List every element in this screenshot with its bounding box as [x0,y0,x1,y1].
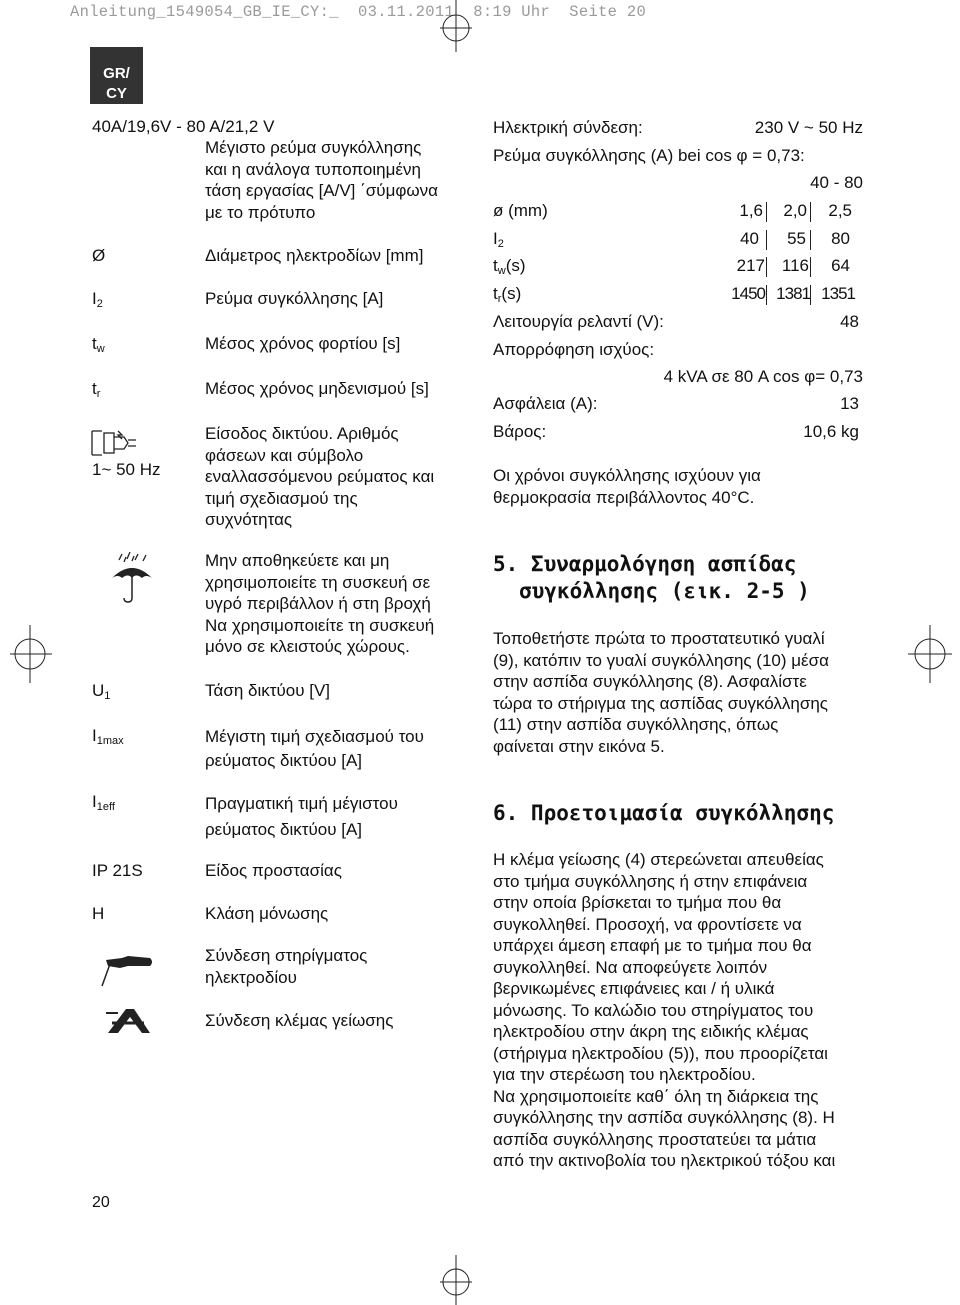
symbol-i2: $I_2$ [92,289,103,310]
section-5-title: 5. Συναρμολόγηση ασπίδας συγκόλλησης (εικ. 2-5 ) [493,552,810,603]
rating-range: 40A/19,6V - 80 A/21,2 V [92,117,275,136]
symbol-h: H [92,904,105,923]
spec-table-row-i2: $I_2$ 40 55 80 [493,229,850,250]
desc-mains: Είσοδος δικτύου. Αριθμός φάσεων και σύμβολο εναλλασσόμενου ρεύματος και τιμή σχεδιασμού της συχνότητας [205,424,435,529]
print-header: Anleitung_1549054_GB_IE_CY:_ 03.11.2011 8:19 Uhr Seite 20 [70,3,647,21]
spec-table-row-tr: $t_r(s)$ 1450 1381 1351 [493,284,855,305]
symbol-i1eff: $I_{1eff}$ [92,792,115,813]
ground-clamp-icon [104,1003,154,1037]
temperature-note: Οι χρόνοι συγκόλλησης ισχύουν για θερμοκρασία περιβάλλοντος 40°C. [493,466,761,507]
spec-idle: Λειτουργία ρελαντί (V): 48 [493,312,859,331]
spec-power-label: Απορρόφηση ισχύος: [493,340,655,359]
spec-table-row-tw: $t_w(s)$ 217 116 64 [493,256,850,277]
symbol-mains: 1~ 50 Hz [92,460,161,479]
desc-clamp: Σύνδεση κλέμας γείωσης [205,1011,394,1030]
desc-h: Κλάση μόνωσης [205,904,329,923]
spec-fuse: Ασφάλεια (A): 13 [493,394,859,413]
desc-rain: Μην αποθηκεύετε και μη χρησιμοποιείτε τη συσκευή σε υγρό περιβάλλον ή στη βροχή Να χρησιμοποιείτε τη συσκευή μόνο σε κλειστούς χώρους. [205,551,435,656]
symbol-i1max: $I_{1max}$ [92,726,124,747]
desc-i1eff: Πραγματική τιμή μέγιστου ρεύματος δικτύου [A] [205,794,398,839]
desc-u1: Τάση δικτύου [V] [205,681,331,700]
section-6-title: 6. Προετοιμασία συγκόλλησης [493,801,835,825]
desc-holder: Σύνδεση στηρίγματος ηλεκτροδίου [205,946,368,987]
desc-i2: Ρεύμα συγκόλλησης [A] [205,289,384,308]
spec-current-label: Ρεύμα συγκόλλησης (A) bei cos φ = 0,73: [493,146,805,165]
desc-ip: Είδος προστασίας [205,861,342,880]
section-5-body: Τοποθετήστε πρώτα το προστατευτικό γυαλί (9), κατόπιν το γυαλί συγκόλλησης (10) μέσα στην ασπίδα συγκόλλησης (8). Ασφαλίστε τώρα το στήριγμα της ασπίδας συγκόλλησης (11) στην ασπίδα συγκόλλησης, όπως φαίνεται στην εικόνα 5. [493,629,829,756]
electrode-holder-icon [98,950,156,990]
section-6-body: Η κλέμα γείωσης (4) στερεώνεται απευθείας στο τμήμα συγκόλλησης ή στην επιφάνεια στην οποία βρίσκεται το τμήμα που θα συγκολληθεί. Προσοχή, να φροντίσετε να υπάρχει άμεση επαφή με το τμήμα που θα συγκολληθεί. Να αποφεύγετε λοιπόν βερνικωμένες επιφάνειες και / ή υλικά μόνωσης. Το καλώδιο του στηρίγματος του ηλεκτροδίου στην άκρη της ειδικής κλέμας (στήριγμα ηλεκτροδίου (5)), που προορίζεται για την στερέωση του ηλεκτροδίου. Να χρησιμοποιείτε καθ΄ όλη τη διάρκεια της συγκόλλησης την ασπίδα συγκόλλησης (8). Η ασπίδα συγκόλλησης προστατεύει τα μάτια από την ακτινοβολία του ηλεκτρικού τόξου και [493,850,836,1170]
spec-connection: Ηλεκτρική σύνδεση: 230 V ~ 50 Hz [493,118,863,137]
badge-line2: CY [106,85,127,102]
language-badge [90,47,143,104]
symbol-u1: $U_1$ [92,681,111,702]
badge-line1: GR/ [103,65,130,82]
umbrella-rain-icon [108,552,156,604]
symbol-tw: $t_w$ [92,334,105,355]
symbol-tr: $t_r$ [92,379,101,400]
symbol-diameter: Ø [92,246,106,265]
desc-tw: Μέσος χρόνος φορτίου [s] [205,334,401,353]
page-number: 20 [92,1194,110,1211]
mains-plug-icon [90,427,145,459]
desc-i1max: Μέγιστη τιμή σχεδιασμού του ρεύματος δικτύου [A] [205,727,424,770]
desc-diameter: Διάμετρος ηλεκτροδίων [mm] [205,246,424,265]
desc-tr: Μέσος χρόνος μηδενισμού [s] [205,379,429,398]
spec-table-row-diameter: ø (mm) 1,6 2,0 2,5 [493,201,852,220]
spec-weight: Βάρος: 10,6 kg [493,422,859,441]
rating-range-desc: Μέγιστο ρεύμα συγκόλλησης και η ανάλογα τυποποιημένη τάση εργασίας [A/V] ΄σύμφωνα με το πρότυπο [205,138,439,222]
symbol-ip: IP 21S [92,861,143,880]
